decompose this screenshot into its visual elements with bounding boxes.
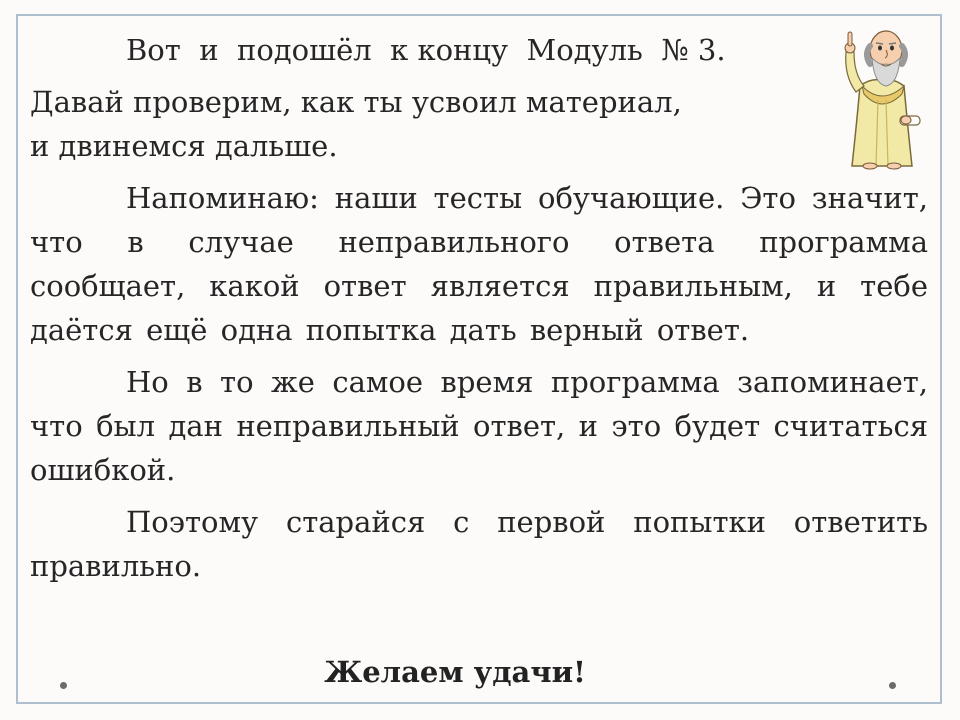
intro-line-3: и двинемся дальше. [30,129,338,163]
bullet-dot-left [60,682,67,689]
intro-line-1-text: Вот и подошёл к концу Модуль № 3. [126,33,726,67]
bullet-dot-right [889,682,896,689]
slide-text [30,28,928,588]
paragraph-first-try: Поэтому старайся с первой попытки ответить правильно. [30,505,928,583]
intro-line-1 [30,28,928,72]
philosopher-icon [834,20,930,170]
intro-line-2: Давай проверим, как ты усвоил материал, [30,85,682,119]
paragraph-tests: Напоминаю: наши тесты обучающие. Это значит, что в случае неправильного ответа программа сообщает, какой ответ является правильным, и тебе даётся ещё одна попытка дать верный ответ. [30,181,928,347]
closing-wish: Желаем удачи! [324,655,586,689]
paragraph-errors: Но в то же самое время программа запоминает, что был дан неправильный ответ, и это будет считаться ошибкой. [30,365,928,487]
